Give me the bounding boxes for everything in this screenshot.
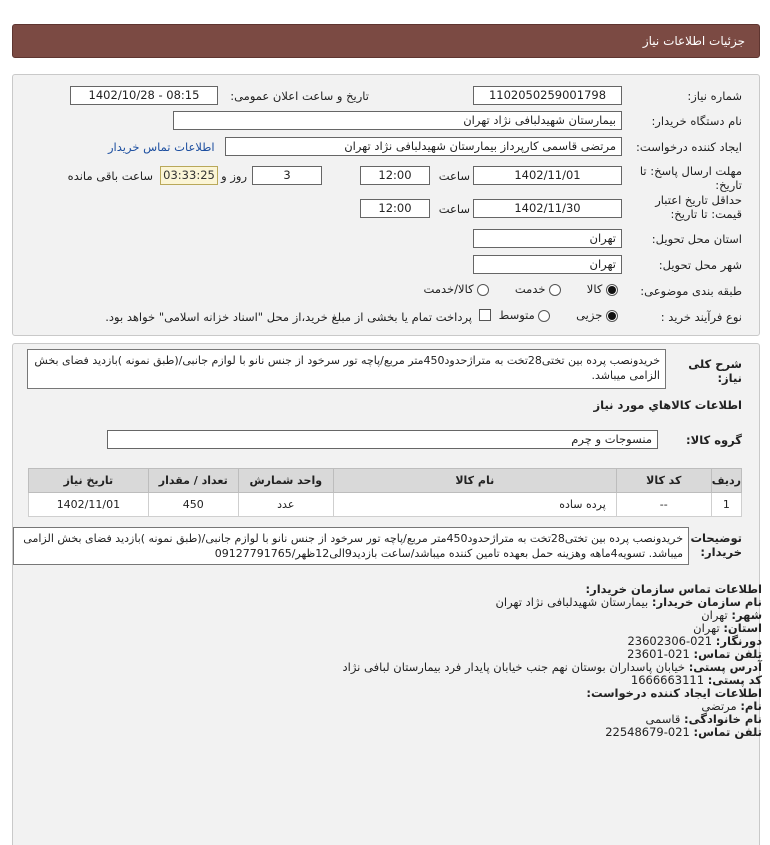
days-label: روز و [221,169,247,183]
creator-name-line [701,700,762,713]
deadline-time-field[interactable]: 12:00 [360,166,430,185]
city-label: شهر محل تحویل: [658,258,742,272]
col-unit: واحد شمارش [238,469,333,493]
col-name: نام کالا [333,469,616,493]
contact-province-label: استان: [723,621,762,635]
buyer-org-field[interactable]: بیمارستان شهیدلبافی نژاد تهران [173,111,622,130]
col-row: ردیف [711,469,741,493]
contact-title: اطلاعات تماس سازمان خریدار: [585,582,762,596]
process-minor-label: جزیی [576,308,603,322]
contact-phone-line [627,648,762,661]
cell-name: پرده ساده [333,493,616,517]
col-code: کد کالا [616,469,711,493]
process-options [499,308,618,322]
category-service-label: خدمت [514,282,546,296]
contact-city: تهران [701,608,728,622]
days-field[interactable]: 3 [252,166,322,185]
buyer-notes-label: توضیحات خریدار: [690,531,742,559]
remaining-timer: 03:33:25 [160,166,218,185]
cell-date: 1402/11/01 [29,493,149,517]
process-medium-label: متوسط [498,308,535,322]
cell-unit: عدد [238,493,333,517]
table-row[interactable] [29,493,742,517]
contact-org-line [495,596,762,609]
category-label: طبقه بندی موضوعی: [640,284,742,298]
contact-address-label: آدرس پستی: [688,660,762,674]
contact-address: خیابان پاسداران بوستان نهم جنب خیابان پایدار فرد بیمارستان لبافی نژاد [342,660,686,674]
creator-phone: 021-22548679 [605,725,690,739]
contact-phone: 021-23601 [627,647,690,661]
category-options [424,282,618,296]
process-label: نوع فرآیند خرید : [660,310,742,324]
buyer-contact-link[interactable]: اطلاعات تماس خریدار [108,140,215,154]
summary-text: خریدونصب پرده بین تختی28تخت به متراژحدود450متر مربع/پاچه تور سرخود از جنس نانو با لوازم جانبی/(طبق نمونه )بازدید فضای بخش الزامی میباشد. [27,349,666,389]
col-date: تاریخ نیاز [29,469,149,493]
category-goods-label: کالا [586,282,603,296]
city-field[interactable]: تهران [473,255,622,274]
deadline-label: مهلت ارسال پاسخ: تا تاریخ: [639,164,742,192]
page-title: جزئیات اطلاعات نیاز [642,34,745,48]
contact-city-label: شهر: [731,608,762,622]
need-number-label: شماره نیاز: [687,89,742,103]
province-label: استان محل تحویل: [651,232,742,246]
need-number-field[interactable]: 1102050259001798 [473,86,622,105]
contact-city-line [701,609,762,622]
validity-time-field[interactable]: 12:00 [360,199,430,218]
goods-table [28,468,742,517]
creator-field[interactable]: مرتضی قاسمی کارپرداز بیمارستان شهیدلبافی نژاد تهران [225,137,622,156]
deadline-time-label: ساعت [438,169,470,183]
treasury-payment-note: پرداخت تمام یا بخشی از مبلغ خرید،از محل "اسناد خزانه اسلامی" خواهد بود. [105,310,472,324]
goods-group-field[interactable]: منسوجات و چرم [107,430,658,449]
announce-label: تاریخ و ساعت اعلان عمومی: [230,89,369,103]
creator-phone-line [605,726,762,739]
contact-postal-label: کد پستی: [707,673,762,687]
goods-group-label: گروه کالا: [686,433,742,447]
buyer-org-label: نام دستگاه خریدار: [651,114,742,128]
buyer-notes-text: خریدونصب پرده بین تختی28تخت به متراژحدود450متر مربع/پاچه تور سرخود از جنس نانو با لوازم جانبی/(طبق نمونه )بازدید فضای بخش الزامی میباشد. تسویه4ماهه وهزینه حمل بعهده تامین کننده میباشد/ساعت بازدید9الی12ظهر/09127791765 [13,527,689,565]
col-qty: تعداد / مقدار [148,469,238,493]
validity-date-field[interactable]: 1402/11/30 [473,199,622,218]
remaining-label: ساعت باقی مانده [67,169,153,183]
category-service-radio[interactable] [549,284,561,296]
process-minor-radio[interactable] [606,310,618,322]
category-goods-radio[interactable] [606,284,618,296]
validity-time-label: ساعت [438,202,470,216]
creator-name-label: نام: [740,699,762,713]
goods-table-header [29,469,742,493]
contact-postal: 1666663111 [630,673,705,687]
goods-table-wrap [28,468,742,517]
contact-fax-line [627,635,762,648]
category-goods-service-label: کالا/خدمت [423,282,474,296]
creator-family-label: نام خانوادگی: [684,712,762,726]
creator-family: قاسمی [645,712,681,726]
contact-org-label: نام سازمان خریدار: [651,595,762,609]
contact-fax-label: دورنگار: [715,634,762,648]
cell-code: -- [616,493,711,517]
cell-qty: 450 [148,493,238,517]
contact-fax: 021-23602306 [627,634,713,648]
goods-section-title: اطلاعات کالاهاي مورد نياز [593,398,742,412]
contact-address-line [343,661,762,674]
announce-field[interactable]: 1402/10/28 - 08:15 [70,86,218,105]
creator-phone-label: تلفن تماس: [693,725,762,739]
creator-family-line [646,713,763,726]
contact-postal-line [631,674,762,687]
contact-phone-label: تلفن تماس: [693,647,762,661]
process-medium-radio[interactable] [538,310,550,322]
summary-label: شرح کلی نیاز: [688,357,742,385]
contact-province: تهران [693,621,720,635]
province-field[interactable]: تهران [473,229,622,248]
creator-info-title: اطلاعات ایجاد کننده درخواست: [586,686,762,700]
category-goods-service-radio[interactable] [477,284,489,296]
treasury-payment-checkbox[interactable] [479,309,491,321]
contact-org: بیمارستان شهیدلبافی نژاد تهران [495,595,649,609]
contact-province-line [693,622,762,635]
creator-name: مرتضی [701,699,737,713]
creator-label: ایجاد کننده درخواست: [636,140,742,154]
cell-row: 1 [711,493,741,517]
deadline-date-field[interactable]: 1402/11/01 [473,166,622,185]
validity-label: حداقل تاریخ اعتبار قیمت: تا تاریخ: [655,193,742,221]
page-header [12,24,760,58]
